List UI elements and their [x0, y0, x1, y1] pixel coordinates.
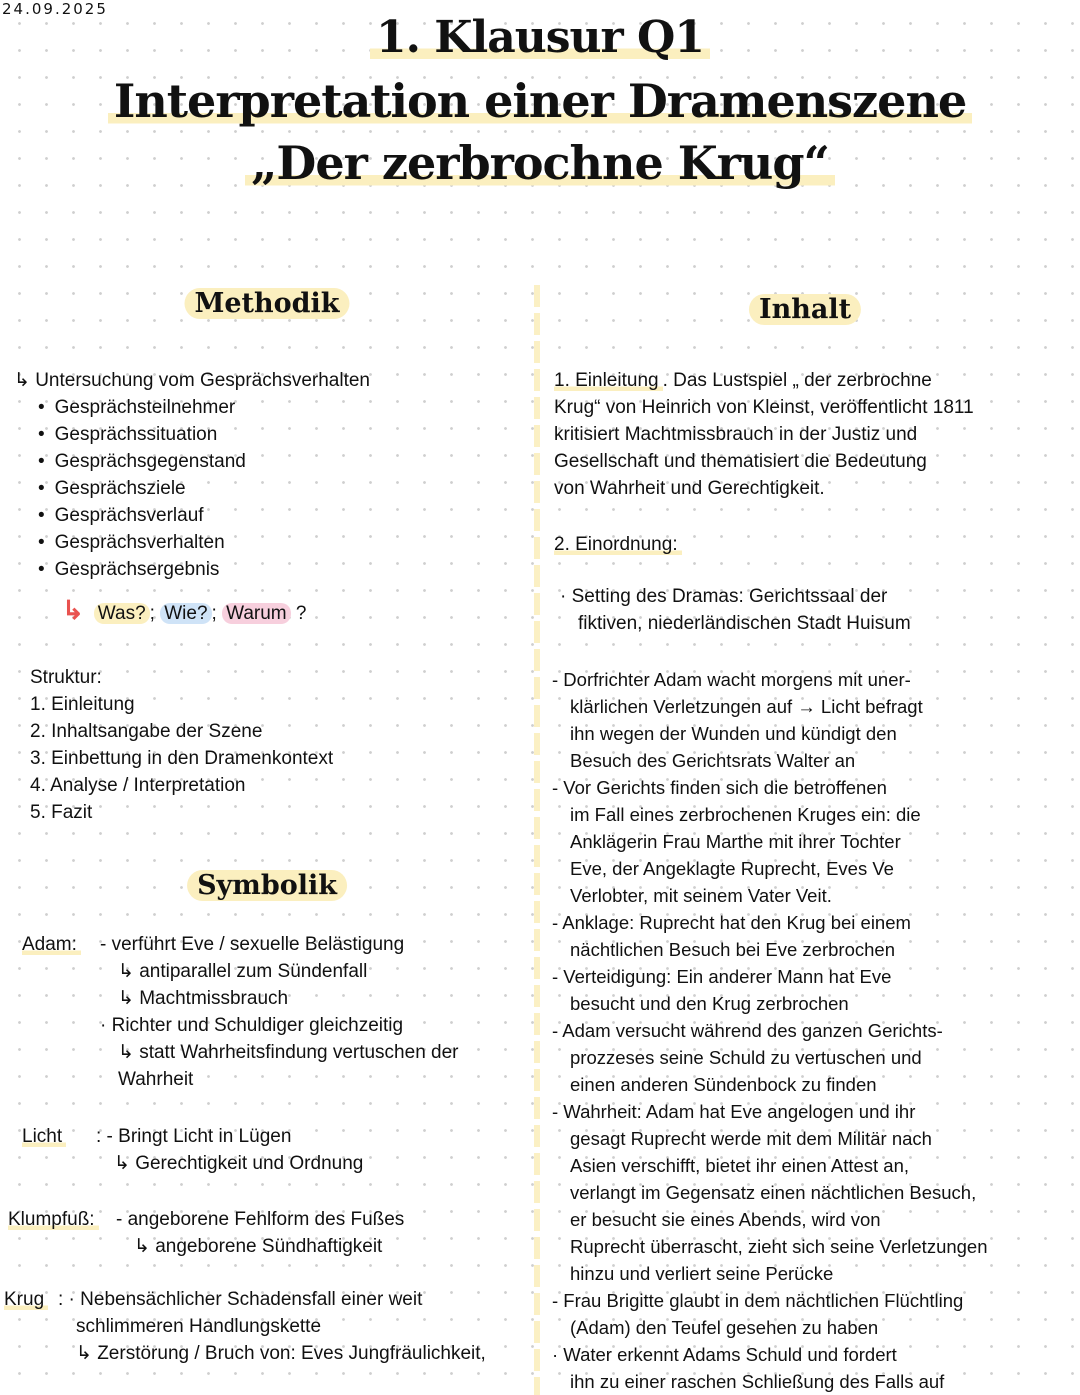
text-line: er besucht sie eines Abends, wird von: [570, 1209, 881, 1230]
text-line: hinzu und verliert seine Perücke: [570, 1263, 834, 1284]
question-mark: ?: [295, 603, 307, 624]
column-divider: [534, 285, 540, 1395]
title-line-1: 1. Klausur Q1: [0, 12, 1080, 63]
heading-symbolik: Symbolik: [187, 870, 347, 901]
text-line: Besuch des Gerichtsrats Walter an: [570, 750, 856, 771]
text-line: • Gesprächsteilnehmer: [38, 394, 370, 421]
methodik-list: [14, 367, 370, 583]
text-line: . Das Lustspiel „ der zerbrochne: [662, 370, 932, 391]
text-line: 4. Analyse / Interpretation: [30, 775, 246, 796]
text-line: schlimmeren Handlungskette: [76, 1316, 322, 1337]
heading-inhalt: Inhalt: [749, 294, 861, 325]
symbol-adam: [22, 931, 459, 1090]
question-was: Was?: [94, 603, 150, 624]
text-line: - Dorfrichter Adam wacht morgens mit uner-: [552, 669, 911, 690]
text-line: ↳ statt Wahrheitsfindung vertuschen der: [118, 1042, 459, 1063]
text-line: Asien verschifft, bietet ihr einen Attest an,: [570, 1155, 910, 1176]
text-line: gesagt Ruprecht werde mit dem Militär nach: [570, 1128, 932, 1149]
text-line: • Gesprächsziele: [38, 475, 370, 502]
symbol-label: Licht: [22, 1126, 66, 1147]
text-line: prozzeses seine Schuld zu vertuschen und: [570, 1047, 922, 1068]
text-line: : - Bringt Licht in Lügen: [96, 1126, 292, 1147]
text-line: (Adam) den Teufel gesehen zu haben: [570, 1317, 879, 1338]
text-line: 3. Einbettung in den Dramenkontext: [30, 748, 334, 769]
text-line: von Wahrheit und Gerechtigkeit.: [554, 478, 825, 499]
text-line: ↳ Machtmissbrauch: [118, 988, 289, 1009]
text-line: • Gesprächsverhalten: [38, 529, 370, 556]
text-line: • Gesprächsverlauf: [38, 502, 370, 529]
inhalt-einleitung: [554, 367, 974, 502]
question-wie: Wie?: [160, 603, 211, 624]
text-line: besucht und den Krug zerbrochen: [570, 993, 849, 1014]
symbol-label: Krug: [4, 1289, 48, 1310]
heading-methodik: Methodik: [184, 288, 349, 319]
einleitung-label: 1. Einleitung: [554, 370, 663, 391]
text-line: im Fall eines zerbrochenen Kruges ein: die: [570, 804, 921, 825]
text-line: Anklägerin Frau Marthe mit ihrer Tochter: [570, 831, 901, 852]
text-line: - Frau Brigitte glaubt in dem nächtlichen Flüchtling: [552, 1290, 964, 1311]
inhalt-einordnung-label: [554, 531, 682, 558]
text-line: • Gesprächsergebnis: [38, 556, 370, 583]
text-line: : · Nebensächlicher Schadensfall einer weit: [58, 1289, 423, 1310]
symbol-licht: [22, 1123, 364, 1174]
struktur-label: Struktur:: [30, 667, 102, 688]
text-line: - Adam versucht während des ganzen Gerichts-: [552, 1020, 943, 1041]
text-line: - Wahrheit: Adam hat Eve angelogen und ihr: [552, 1101, 916, 1122]
text-line: nächtlichen Besuch bei Eve zerbrochen: [570, 939, 895, 960]
text-line: Wahrheit: [118, 1069, 194, 1090]
text-line: 5. Fazit: [30, 802, 93, 823]
text-line: - Anklage: Ruprecht hat den Krug bei einem: [552, 912, 911, 933]
date: 24.09.2025: [2, 0, 108, 18]
text-line: ↳ antiparallel zum Sündenfall: [118, 961, 368, 982]
symbol-klumpfuss: [8, 1206, 405, 1257]
question-warum: Warum: [222, 603, 291, 624]
title-line-2: Interpretation einer Dramenszene: [0, 74, 1080, 128]
text-line: fiktiven, niederländischen Stadt Huisum: [578, 613, 911, 634]
text-line: · Water erkennt Adams Schuld und fordert: [552, 1344, 897, 1365]
struktur: [30, 664, 333, 826]
text-line: Gesellschaft und thematisiert die Bedeutung: [554, 451, 927, 472]
text-line: ihn wegen der Wunden und kündigt den: [570, 723, 897, 744]
text-line: ihn zu einer raschen Schließung des Falls auf: [570, 1371, 945, 1392]
text-line: · Richter und Schuldiger gleichzeitig: [100, 1015, 404, 1036]
title-line-3: „Der zerbrochne Krug“: [0, 136, 1080, 190]
inhalt-plot: [552, 666, 988, 1395]
text-line: - verführt Eve / sexuelle Belästigung: [100, 934, 405, 955]
separator: ;: [149, 603, 155, 624]
text-line: verlangt im Gegensatz einen nächtlichen Besuch,: [570, 1182, 977, 1203]
text-line: • Gesprächssituation: [38, 421, 370, 448]
text-line: - Vor Gerichts finden sich die betroffenen: [552, 777, 887, 798]
text-line: Krug“ von Heinrich von Kleinst, veröffentlicht 1811: [554, 397, 974, 418]
text-line: kritisiert Machtmissbrauch in der Justiz und: [554, 424, 918, 445]
symbol-label: Klumpfuß:: [8, 1209, 99, 1230]
text-line: - Verteidigung: Ein anderer Mann hat Eve: [552, 966, 892, 987]
text-line: einen anderen Sündenbock zu finden: [570, 1074, 877, 1095]
text-line: Eve, der Angeklagte Ruprecht, Eves Ve: [570, 858, 894, 879]
text-line: · Setting des Dramas: Gerichtssaal der: [560, 586, 888, 607]
arrow-icon: ↳: [62, 595, 84, 625]
text-line: klärlichen Verletzungen auf → Licht befragt: [570, 696, 923, 717]
inhalt-setting: [560, 583, 911, 637]
text-line: 2. Inhaltsangabe der Szene: [30, 721, 263, 742]
text-line: ↳ angeborene Sündhaftigkeit: [134, 1236, 383, 1257]
text-line: Ruprecht überrascht, zieht sich seine Verletzungen: [570, 1236, 988, 1257]
text-line: • Gesprächsgegenstand: [38, 448, 370, 475]
text-line: ↳ Gerechtigkeit und Ordnung: [114, 1153, 364, 1174]
einordnung-label: 2. Einordnung:: [554, 534, 682, 555]
text-line: 1. Einleitung: [30, 694, 135, 715]
text-line: Verlobter, mit seinem Vater Veit.: [570, 885, 832, 906]
symbol-krug: [4, 1286, 486, 1364]
text-line: - angeborene Fehlform des Fußes: [116, 1209, 405, 1230]
symbol-label: Adam:: [22, 934, 81, 955]
questions: [62, 597, 306, 627]
methodik-intro: ↳ Untersuchung vom Gesprächsverhalten: [14, 370, 370, 391]
separator: ;: [211, 603, 217, 624]
text-line: ↳ Zerstörung / Bruch von: Eves Jungfräulichkeit,: [76, 1343, 486, 1364]
